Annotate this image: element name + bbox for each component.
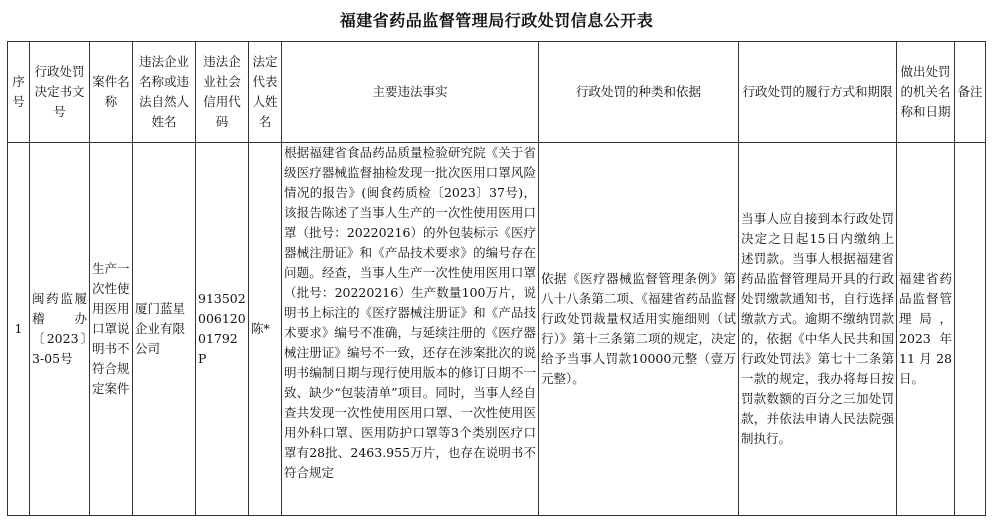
cell-party-name: 厦门蓝星企业有限公司: [133, 143, 196, 516]
cell-penalty: 依据《医疗器械监督管理条例》第八十八条第二项、《福建省药品监督行政处罚裁量权适用实施细则（试行）》第十三条第二项的规定，决定给予当事人罚款10000元整（壹万元整）。: [539, 143, 739, 516]
header-execution: 行政处罚的履行方式和期限: [739, 42, 897, 143]
header-credit-code: 违法企业社会信用代码: [196, 42, 249, 143]
header-remark: 备注: [955, 42, 986, 143]
cell-case-name: 生产一次性使用医用口罩说明书不符合规定案件: [90, 143, 133, 516]
header-penalty: 行政处罚的种类和依据: [539, 42, 739, 143]
page-title: 福建省药品监督管理局行政处罚信息公开表: [339, 11, 654, 30]
header-facts: 主要违法事实: [282, 42, 539, 143]
header-legal-rep: 法定代表人姓名: [249, 42, 282, 143]
cell-remark: [955, 143, 986, 516]
cell-execution: 当事人应自接到本行政处罚决定之日起15日内缴纳上述罚款。当事人根据福建省药品监督管理局开具的行政处罚缴款通知书，自行选择缴款方式。逾期不缴纳罚款的，依据《中华人民共和国行政处罚法》第七十二条第一款的规定，我办将每日按罚款数额的百分之三加处罚款，并依法申请人民法院强制执行。: [739, 143, 897, 516]
header-authority: 做出处罚的机关名称和日期: [897, 42, 955, 143]
header-row: [8, 42, 986, 143]
cell-facts: [282, 143, 539, 516]
cell-legal-rep: 陈*: [249, 143, 282, 516]
header-case-name: 案件名称: [90, 42, 133, 143]
header-party-name: 违法企业名称或违法自然人姓名: [133, 42, 196, 143]
cell-doc-no: 闽药监履稽办〔2023〕3-05号: [30, 143, 90, 516]
header-seq: 序号: [8, 42, 30, 143]
penalty-info-table: [7, 41, 986, 516]
facts-text: 根据福建省食品药品质量检验研究院《关于省级医疗器械监督抽检发现一批次医用口罩风险情况的报告》(闽食药质检〔2023〕37号)，该报告陈述了当事人生产的一次性使用医用口罩（批号：20220216）的外包装标示《医疗器械注册证》和《产品技术要求》的编号存在问题。经查，当事人生产一次性使用医用口罩（批号：20220216）生产数量100万片，说明书上标注的《医疗器械注册证》和《产品技术要求》编号不准确，与延续注册的《医疗器械注册证》编号不一致，还存在涉案批次的说明书编制日期与现行使用版本的修订日期不一致、缺少“包装清单”项目。同时，当事人经自查共发现一次性使用医用口罩、一次性使用医用外科口罩、医用防护口罩等3个类别医疗口罩有28批、2463.955万片，也存在说明书不符合规定: [284, 145, 536, 480]
cell-authority: 福建省药品监督管理局，2023年11月28日。: [897, 143, 955, 516]
table-row: [8, 143, 986, 516]
cell-seq: 1: [8, 143, 30, 516]
header-doc-no: 行政处罚决定书文号: [30, 42, 90, 143]
cell-credit-code: 91350200612001792P: [196, 143, 249, 516]
